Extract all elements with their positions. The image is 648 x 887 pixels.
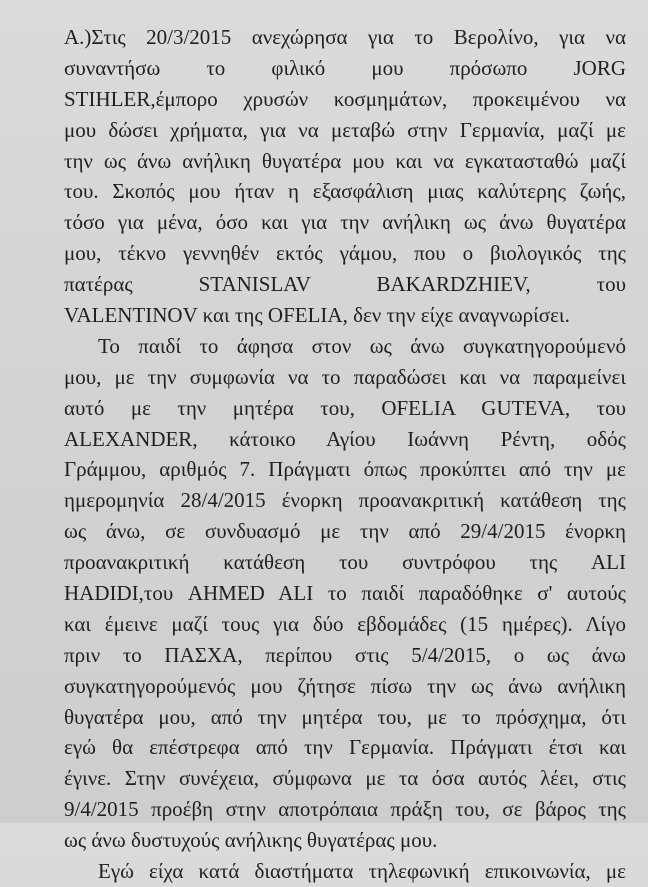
text-line: και έμεινε μαζί τους για δύο εβδομάδες (15 ημέρες). Λίγο	[64, 611, 626, 636]
text-line: του. Σκοπός μου ήταν η εξασφάλιση μιας καλύτερης ζωής,	[64, 179, 626, 204]
text-line: προανακριτική κατάθεση του συντρόφου της ALI	[64, 550, 626, 575]
text-line: την ως άνω ανήλικη θυγατέρα μου και να εγκατασταθώ μαζί	[64, 148, 626, 173]
text-line: ALEXANDER, κάτοικο Αγίου Ιωάννη Ρέντη, οδός	[64, 426, 626, 451]
text-line: Εγώ είχα κατά διαστήματα τηλεφωνική επικοινωνία, με	[98, 859, 626, 884]
text-line: συναντήσω το φιλικό μου πρόσωπο JORG	[64, 55, 626, 80]
document-body	[64, 22, 626, 887]
text-line: μου, τέκνο γεννηθέν εκτός γάμου, που ο βιολογικός της	[64, 241, 626, 266]
text-line: αυτό με την μητέρα του, OFELIA GUTEVA, του	[64, 395, 626, 420]
text-line: Γράμμου, αριθμός 7. Πράγματι όπως προκύπτει από την με	[64, 457, 626, 482]
text-line: συγκατηγορούμενός μου ζήτησε πίσω την ως άνω ανήλικη	[64, 673, 626, 698]
text-line: ως άνω δυστυχούς ανήλικης θυγατέρας μου.	[64, 828, 438, 853]
text-line: εγώ θα επέστρεφα από την Γερμανία. Πράγματι έτσι και	[64, 735, 626, 760]
text-line: 9/4/2015 προέβη στην αποτρόπαια πράξη του, σε βάρος της	[64, 797, 626, 822]
text-line: Α.)Στις 20/3/2015 ανεχώρησα για το Βερολίνο, για να	[64, 25, 626, 49]
text-line: πριν το ΠΑΣΧΑ, περίπου στις 5/4/2015, ο ως άνω	[64, 642, 626, 667]
text-line: ως άνω, σε συνδυασμό με την από 29/4/2015 ένορκη	[64, 519, 626, 544]
text-line: έγινε. Στην συνέχεια, σύμφωνα με τα όσα αυτός λέει, στις	[64, 766, 626, 791]
text-line: θυγατέρα μου, από την μητέρα του, με το πρόσχημα, ότι	[64, 704, 626, 729]
text-line: HADIDI,του AHMED ALI το παιδί παραδόθηκε σ' αυτούς	[64, 581, 626, 606]
text-line: VALENTINOV και της OFELIA, δεν την είχε αναγνωρίσει.	[64, 303, 570, 328]
text-line: STIHLER,έμπορο χρυσών κοσμημάτων, προκειμένου να	[64, 86, 626, 111]
text-line: πατέρας STANISLAV BAKARDZHIEV, του	[64, 272, 626, 297]
text-line: μου δώσει χρήματα, για να μεταβώ στην Γερμανία, μαζί με	[64, 117, 626, 142]
text-line: τόσο για μένα, όσο και για την ανήλικη ως άνω θυγατέρα	[64, 210, 626, 235]
text-line: μου, με την συμφωνία να το παραδώσει και να παραμείνει	[64, 364, 626, 389]
text-line: Το παιδί το άφησα στον ως άνω συγκατηγορούμενό	[98, 333, 626, 358]
text-line: ημερομηνία 28/4/2015 ένορκη προανακριτική κατάθεση της	[64, 488, 626, 513]
